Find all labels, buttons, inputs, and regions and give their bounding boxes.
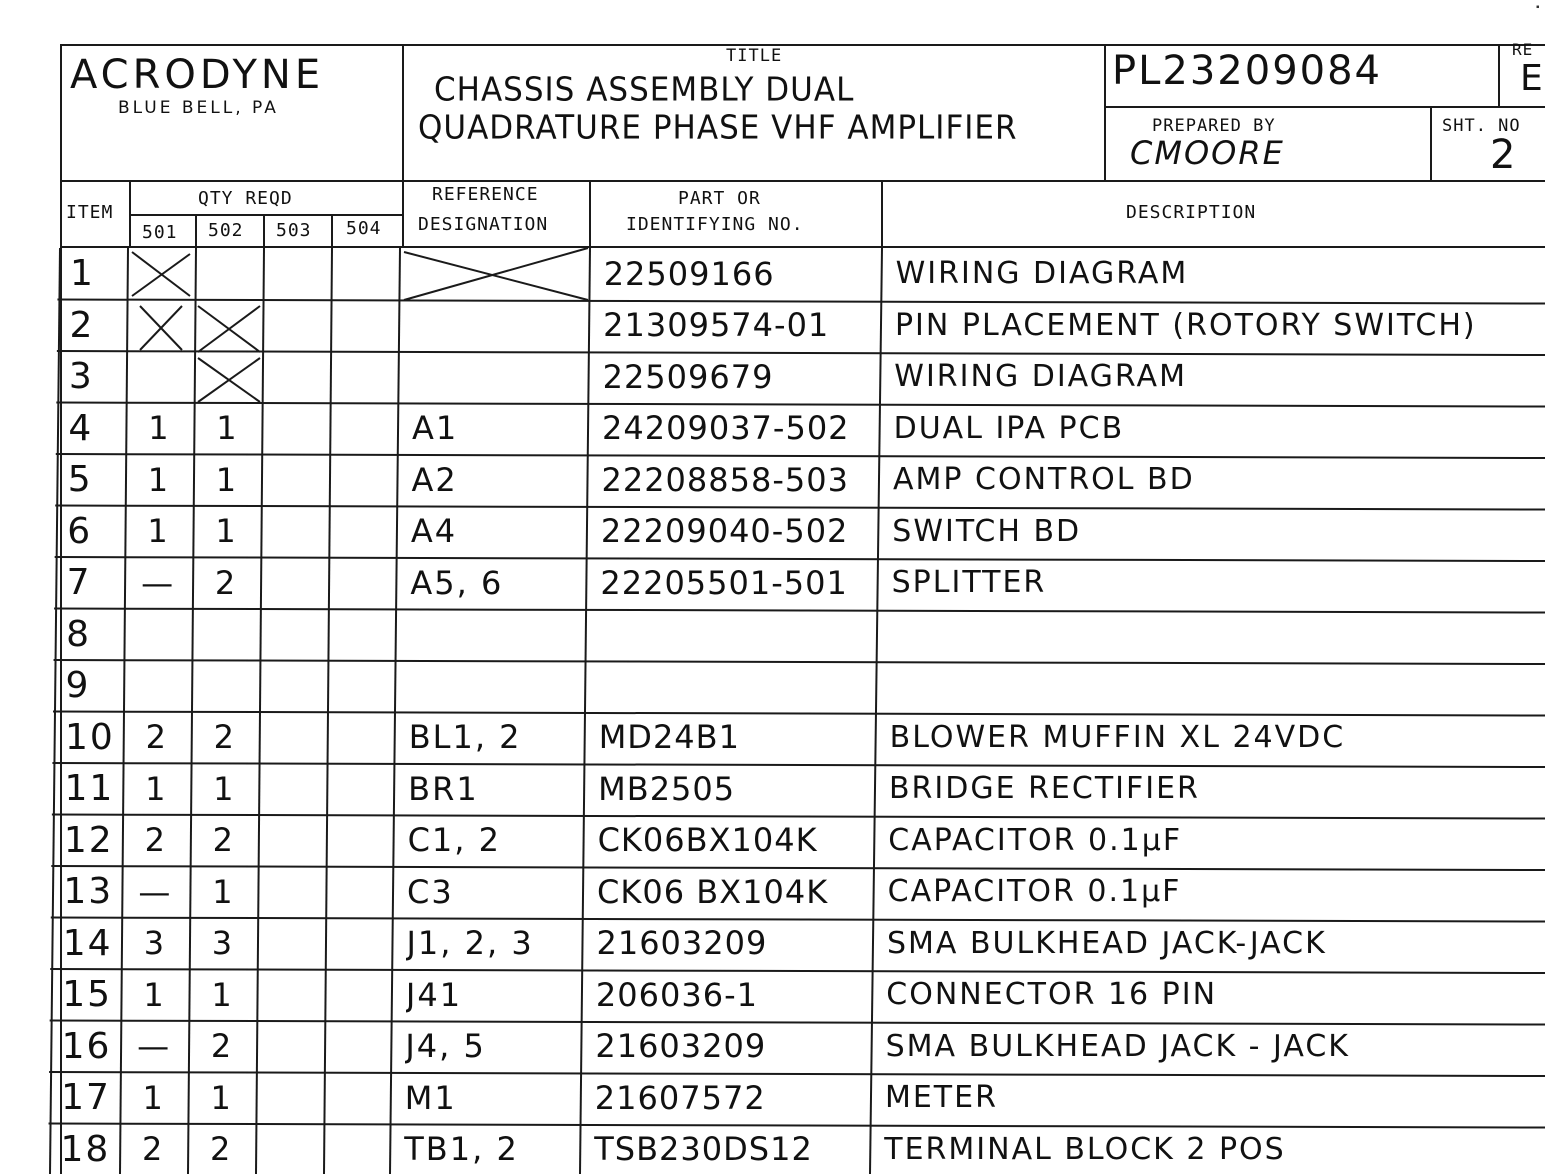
cell-desc: SPLITTER [891,565,1047,601]
sheet-number: 2 [1490,132,1518,178]
cell-q501: 1 [142,1078,165,1117]
cell-ref: A1 [412,409,459,448]
cell-item: 8 [66,613,91,655]
col-qty-501: 501 [142,222,178,243]
cell-ref: J41 [405,975,463,1014]
cell-desc: CONNECTOR 16 PIN [886,977,1218,1013]
cell-item: 16 [61,1025,112,1067]
cell-q502: 1 [213,769,236,808]
col-part-header-1: PART OR [678,188,761,209]
cell-desc: BRIDGE RECTIFIER [888,771,1200,807]
col-ref-header-2: DESIGNATION [418,214,549,235]
sheet-label: SHT. NO [1442,116,1521,136]
cell-ref: BL1, 2 [408,718,522,757]
cell-q501: — [138,872,173,911]
cell-q501: 3 [143,924,167,963]
cell-q501: 2 [145,718,168,757]
cell-q501: 1 [143,975,166,1014]
cell-desc: METER [884,1080,998,1116]
cell-part: CK06 BX104K [597,872,829,911]
cell-desc: TERMINAL BLOCK 2 POS [884,1131,1286,1167]
cell-ref: TB1, 2 [404,1130,519,1169]
cell-ref: A4 [410,512,458,551]
cell-q501: 1 [145,769,168,808]
cell-ref: M1 [404,1078,457,1117]
cell-part: CK06BX104K [597,821,818,860]
cell-q502: 1 [212,872,235,911]
cell-item: 3 [68,356,94,398]
rev-label: RE [1512,40,1534,59]
title-line-2: QUADRATURE PHASE VHF AMPLIFIER [418,109,1018,147]
cell-part: 206036-1 [595,975,758,1014]
cell-ref: J4, 5 [405,1027,486,1066]
cell-item: 18 [60,1128,111,1170]
cell-q501: 1 [147,512,170,551]
prepared-by-label: PREPARED BY [1152,116,1276,136]
cell-item: 7 [66,562,92,604]
cell-desc: CAPACITOR 0.1µF [887,874,1182,910]
cell-ref: J1, 2, 3 [406,924,534,963]
cell-part: 22509166 [603,254,775,293]
cell-part: 24209037-502 [602,409,850,448]
cell-q502: 1 [216,409,239,448]
cell-part: 22208858-503 [601,460,849,499]
cell-ref: A2 [411,460,458,499]
cell-part: 21607572 [594,1078,766,1117]
company-location: BLUE BELL, PA [118,98,279,118]
cell-desc: WIRING DIAGRAM [894,359,1187,395]
cell-item: 17 [61,1077,111,1119]
cell-ref: A5, 6 [410,563,504,602]
cell-q502: 2 [210,1027,234,1066]
cell-q501: 1 [148,409,171,448]
cell-part: 22209040-502 [600,512,849,551]
cell-part: 21603209 [596,924,768,963]
cell-q501: — [141,563,176,602]
company-logo: ACRODYNE [70,52,325,98]
cell-desc: SWITCH BD [892,513,1082,549]
cell-desc: DUAL IPA PCB [893,410,1125,446]
cell-item: 4 [68,407,94,449]
col-desc-header: DESCRIPTION [1126,202,1257,223]
cell-item: 15 [62,974,113,1016]
cell-item: 1 [70,253,95,295]
cell-item: 10 [64,716,115,758]
cell-item: 5 [67,459,93,501]
cell-item: 13 [63,871,114,913]
cell-desc: SMA BULKHEAD JACK - JACK [885,1028,1350,1064]
cell-q501: — [137,1027,172,1066]
cell-item: 12 [63,819,114,861]
cell-desc: CAPACITOR 0.1µF [888,822,1183,858]
cell-ref: C1, 2 [407,821,501,860]
cell-ref: C3 [407,872,454,911]
cell-q502: 1 [210,1078,233,1117]
cell-item: 2 [69,304,95,346]
cell-item: 14 [62,922,113,964]
cell-desc: WIRING DIAGRAM [895,256,1189,292]
cell-q502: 2 [212,821,236,860]
cell-part: 22205501-501 [600,563,848,602]
cell-q501: 1 [147,460,171,499]
prepared-by: CMOORE [1130,134,1285,172]
cell-part: 21603209 [595,1027,767,1066]
cell-part: MB2505 [598,769,736,808]
cell-q502: 1 [211,975,234,1014]
cell-q501: 2 [144,821,168,860]
cell-q501: 2 [142,1130,165,1169]
cell-desc: SMA BULKHEAD JACK-JACK [886,925,1327,961]
col-qty-503: 503 [276,220,312,241]
cell-desc: BLOWER MUFFIN XL 24VDC [889,719,1346,755]
cell-part: 22509679 [602,357,774,396]
cell-desc: PIN PLACEMENT (ROTORY SWITCH) [894,307,1477,343]
cell-item: 9 [65,665,91,707]
cell-q502: 1 [215,460,239,499]
col-qty-header: QTY REQD [198,188,293,209]
col-ref-header-1: REFERENCE [432,184,539,205]
rev-value: E [1520,58,1545,99]
col-part-header-2: IDENTIFYING NO. [626,214,804,235]
cell-part: 21309574-01 [603,306,830,345]
cell-item: 6 [67,510,93,552]
cell-q502: 1 [215,512,238,551]
cell-part: TSB230DS12 [594,1130,813,1169]
cell-ref: BR1 [408,769,479,808]
col-qty-504: 504 [346,218,382,239]
cell-q502: 2 [210,1130,233,1169]
cell-q502: 3 [211,924,235,963]
cell-q502: 2 [213,718,236,757]
title-label: TITLE [726,46,783,66]
cell-q502: 2 [214,563,238,602]
edge-mark: ▪ [1536,2,1540,13]
title-line-1: CHASSIS ASSEMBLY DUAL [434,71,855,109]
document-number: PL23209084 [1112,48,1382,94]
cell-item: 11 [64,768,115,810]
col-item-header: ITEM [66,202,114,223]
col-qty-502: 502 [208,220,244,241]
cell-part: MD24B1 [598,718,740,757]
cell-desc: AMP CONTROL BD [892,462,1195,498]
